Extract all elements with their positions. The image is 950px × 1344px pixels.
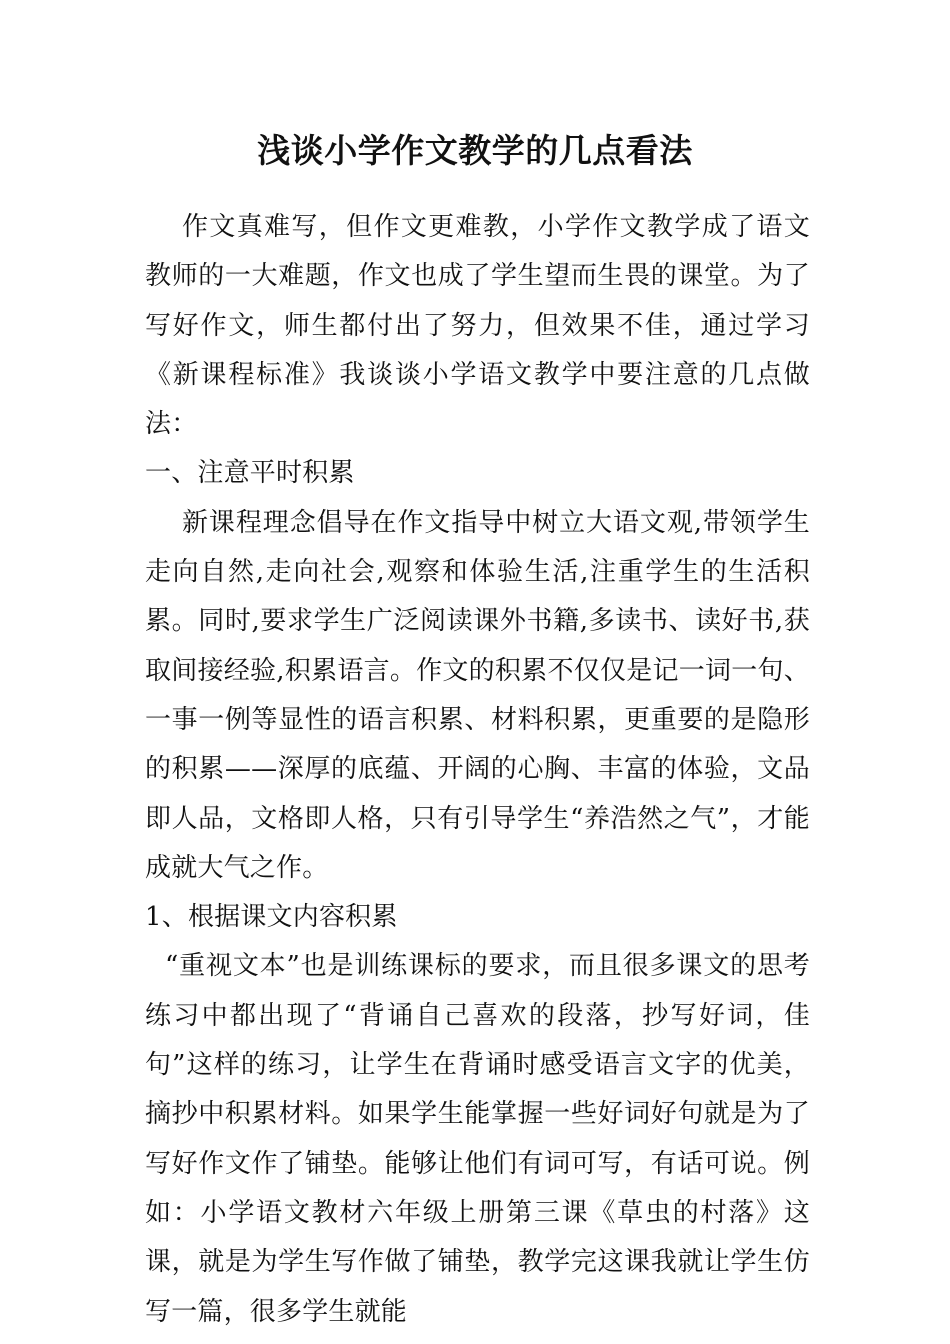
document-body (145, 203, 810, 1337)
subsection-1-paragraph: “重视文本”也是训练课标的要求，而且很多课文的思考练习中都出现了“背诵自己喜欢的段落，抄写好词，佳句”这样的练习，让学生在背诵时感受语言文字的优美，摘抄中积累材料。如果学生能掌握一些好词好句就是为了写好作文作了铺垫。能够让他们有词可写，有话可说。例如：小学语文教材六年级上册第三课《草虫的村落》这课，就是为学生写作做了铺垫，教学完这课我就让学生仿写一篇，很多学生就能 (145, 951, 810, 1327)
section-heading-1: 一、注意平时积累 (145, 458, 355, 489)
subsection-heading-1: 1、根据课文内容积累 (145, 902, 398, 933)
section-1-paragraph: 新课程理念倡导在作文指导中树立大语文观,带领学生走向自然,走向社会,观察和体验生活,注重学生的生活积累。同时,要求学生广泛阅读课外书籍,多读书、读好书,获取间接经验,积累语言。作文的积累不仅仅是记一词一句、一事一例等显性的语言积累、材料积累，更重要的是隐形的积累——深厚的底蕴、开阔的心胸、丰富的体验，文品即人品，文格即人格，只有引导学生“养浩然之气”，才能成就大气之作。 (145, 507, 810, 883)
intro-paragraph: 作文真难写，但作文更难教，小学作文教学成了语文教师的一大难题，作文也成了学生望而生畏的课堂。为了写好作文，师生都付出了努力，但效果不佳，通过学习《新课程标准》我谈谈小学语文教学中要注意的几点做法： (145, 212, 810, 440)
document-title: 浅谈小学作文教学的几点看法 (257, 131, 693, 170)
